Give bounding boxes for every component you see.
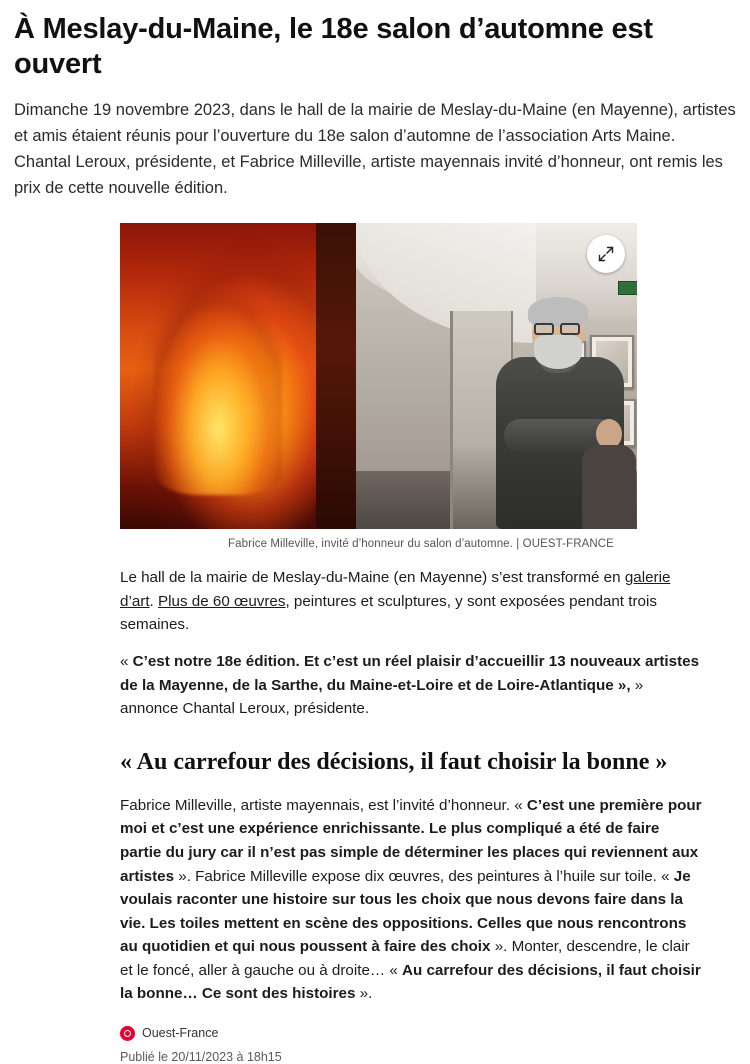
standfirst: Dimanche 19 novembre 2023, dans le hall de la mairie de Meslay-du-Maine (en Mayenne), artistes et amis étaient réunis pour l’ouverture du 18e salon d’automne de l’association Arts Maine. Chantal Leroux, présidente, et Fabrice Milleville, artiste mayennais invité d’honneur, ont remis les prix de cette nouvelle édition. [14, 101, 736, 198]
ouest-france-logo-icon [120, 1026, 135, 1041]
publication-date: Publié le 20/11/2023 à 18h15 [120, 1049, 282, 1064]
expand-photo-button[interactable] [587, 235, 625, 273]
quote-text: Je voulais raconter une histoire sur tous les choix que nous devons faire dans la vie. Les toiles mettent en scène des oppositions. Celles que nous rencontrons au quotidien et qui nous poussent à faire des choix [120, 867, 691, 956]
text-run: , peintures et sculptures, y sont exposées pendant trois semaines. [120, 592, 657, 634]
figure-caption: Fabrice Milleville, invité d’honneur du salon d’automne. | OUEST-FRANCE [228, 538, 614, 551]
quote-text: Au carrefour des décisions, il faut choisir la bonne… Ce sont des histoires [120, 961, 701, 1003]
text-run: ». Fabrice Milleville expose dix œuvres, des peintures à l’huile sur toile. « [174, 867, 674, 885]
article-photo[interactable] [120, 223, 637, 529]
article-footer [14, 1026, 736, 1064]
source-row [120, 1026, 702, 1041]
quote-text: C’est une première pour moi et c’est une expérience enrichissante. Le plus compliqué a été de faire partie du jury car il n’est pas simple de déterminer les places qui reviennent aux artistes [120, 796, 702, 885]
photo-illustration [120, 223, 637, 529]
text-run: Le hall de la mairie de Meslay-du-Maine (en Mayenne) s’est transformé en [120, 569, 625, 587]
photo-painting-dark-edge [316, 223, 356, 529]
quote-text: C’est notre 18e édition. Et c’est un réel plaisir d’accueillir 13 nouveaux artistes de la Mayenne, de la Sarthe, du Maine-et-Loire et de Loire-Atlantique », [120, 652, 700, 694]
expand-arrows-icon [597, 245, 615, 263]
photo-person-background [582, 419, 636, 529]
text-run: » annonce Chantal Leroux, présidente. [120, 676, 644, 718]
photo-exit-sign [618, 281, 637, 295]
section-subheading: « Au carrefour des décisions, il faut choisir la bonne » [120, 748, 668, 775]
text-run: ». Monter, descendre, le clair et le foncé, aller à gauche ou à droite… « [120, 938, 690, 979]
paragraph [120, 650, 702, 721]
article [0, 12, 750, 1064]
page-title: À Meslay-du-Maine, le 18e salon d’automne est ouvert [14, 13, 653, 80]
source-name: Ouest-France [142, 1026, 219, 1041]
article-figure [14, 223, 736, 550]
text-run: . [149, 592, 158, 610]
paragraph [120, 566, 702, 637]
text-run: ». [355, 985, 373, 1003]
inline-link[interactable]: galerie d’art [120, 569, 671, 610]
text-run: « [120, 652, 133, 670]
inline-link[interactable]: Plus de 60 œuvres [158, 592, 286, 610]
paragraph [120, 794, 702, 1006]
article-body [14, 566, 736, 1006]
text-run: Fabrice Milleville, artiste mayennais, est l’invité d’honneur. « [120, 796, 527, 814]
